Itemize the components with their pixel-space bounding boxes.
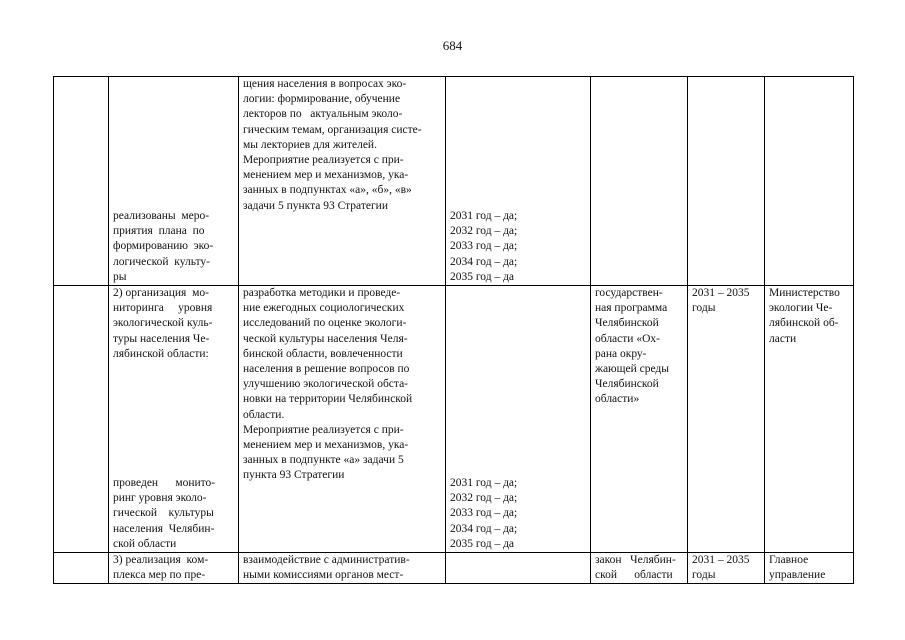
- indicators-text: 2031 год – да; 2032 год – да; 2033 год – да; 2034 год – да; 2035 год – да: [450, 209, 518, 283]
- program-cell: [591, 77, 688, 286]
- program-cell: [591, 286, 688, 553]
- measures-cell: [239, 553, 446, 584]
- measures-table: [53, 76, 854, 584]
- indicators-cell: [446, 553, 591, 584]
- goal-text: 2) организация мо- ниторинга уровня экологической куль- туры населения Че- лябинской области:: [113, 287, 213, 360]
- measures-cell: [239, 77, 446, 286]
- executor-text: Министерство экологии Че- лябинской об- ласти: [769, 287, 840, 345]
- number-cell: [54, 286, 109, 553]
- measures-text: разработка методики и проведе- ние ежегодных социологических исследований по оценке экологи- ческой культуры населения Челя- бинской области, вовлеченности населения в решение вопросов по улучшению экологической обста- новки на территории Челябинской области. Мероприятие реализуется с при- менением мер и механизмов, ука- занных в подпункте «а» задачи 5 пункта 93 Стратегии: [243, 287, 413, 482]
- goal-result-text: реализованы меро- приятия плана по формированию эко- логической культу- ры: [113, 209, 214, 283]
- period-cell: [688, 77, 765, 286]
- measures-cell: [239, 286, 446, 553]
- goal-result-text: проведен монито- ринг уровня эколо- гической культуры населения Челябин- ской области: [113, 476, 216, 550]
- goal-cell: [109, 286, 239, 553]
- table-row: [54, 77, 854, 286]
- period-cell: [688, 553, 765, 584]
- period-cell: [688, 286, 765, 553]
- table-row: [54, 286, 854, 553]
- executor-cell: [765, 553, 854, 584]
- program-cell: [591, 553, 688, 584]
- number-cell: [54, 77, 109, 286]
- indicators-text: 2031 год – да; 2032 год – да; 2033 год – да; 2034 год – да; 2035 год – да: [450, 476, 518, 550]
- measures-text: взаимодействие с административ- ными комиссиями органов мест-: [243, 554, 410, 582]
- table-row: [54, 553, 854, 584]
- period-text: 2031 – 2035 годы: [692, 554, 750, 582]
- page-number: 684: [442, 38, 463, 53]
- program-text: закон Челябин- ской области: [595, 554, 676, 582]
- number-cell: [54, 553, 109, 584]
- measures-text: щения населения в вопросах эко- логии: формирование, обучение лекторов по актуальным эколо- гическим темам, организация систе- мы лекториев для жителей. Мероприятие реализуется с при- менением мер и механизмов, ука- занных в подпунктах «а», «б», «в» задачи 5 пункта 93 Стратегии: [243, 78, 422, 212]
- program-text: государствен- ная программа Челябинской области «Ох- рана окру- жающей среды Челябинской области»: [595, 287, 670, 406]
- goal-cell: [109, 77, 239, 286]
- executor-cell: [765, 286, 854, 553]
- executor-cell: [765, 77, 854, 286]
- indicators-cell: [446, 286, 591, 553]
- indicators-cell: [446, 77, 591, 286]
- goal-text: 3) реализация ком- плекса мер по пре-: [113, 554, 209, 582]
- executor-text: Главное управление: [769, 554, 826, 582]
- period-text: 2031 – 2035 годы: [692, 287, 750, 315]
- goal-cell: [109, 553, 239, 584]
